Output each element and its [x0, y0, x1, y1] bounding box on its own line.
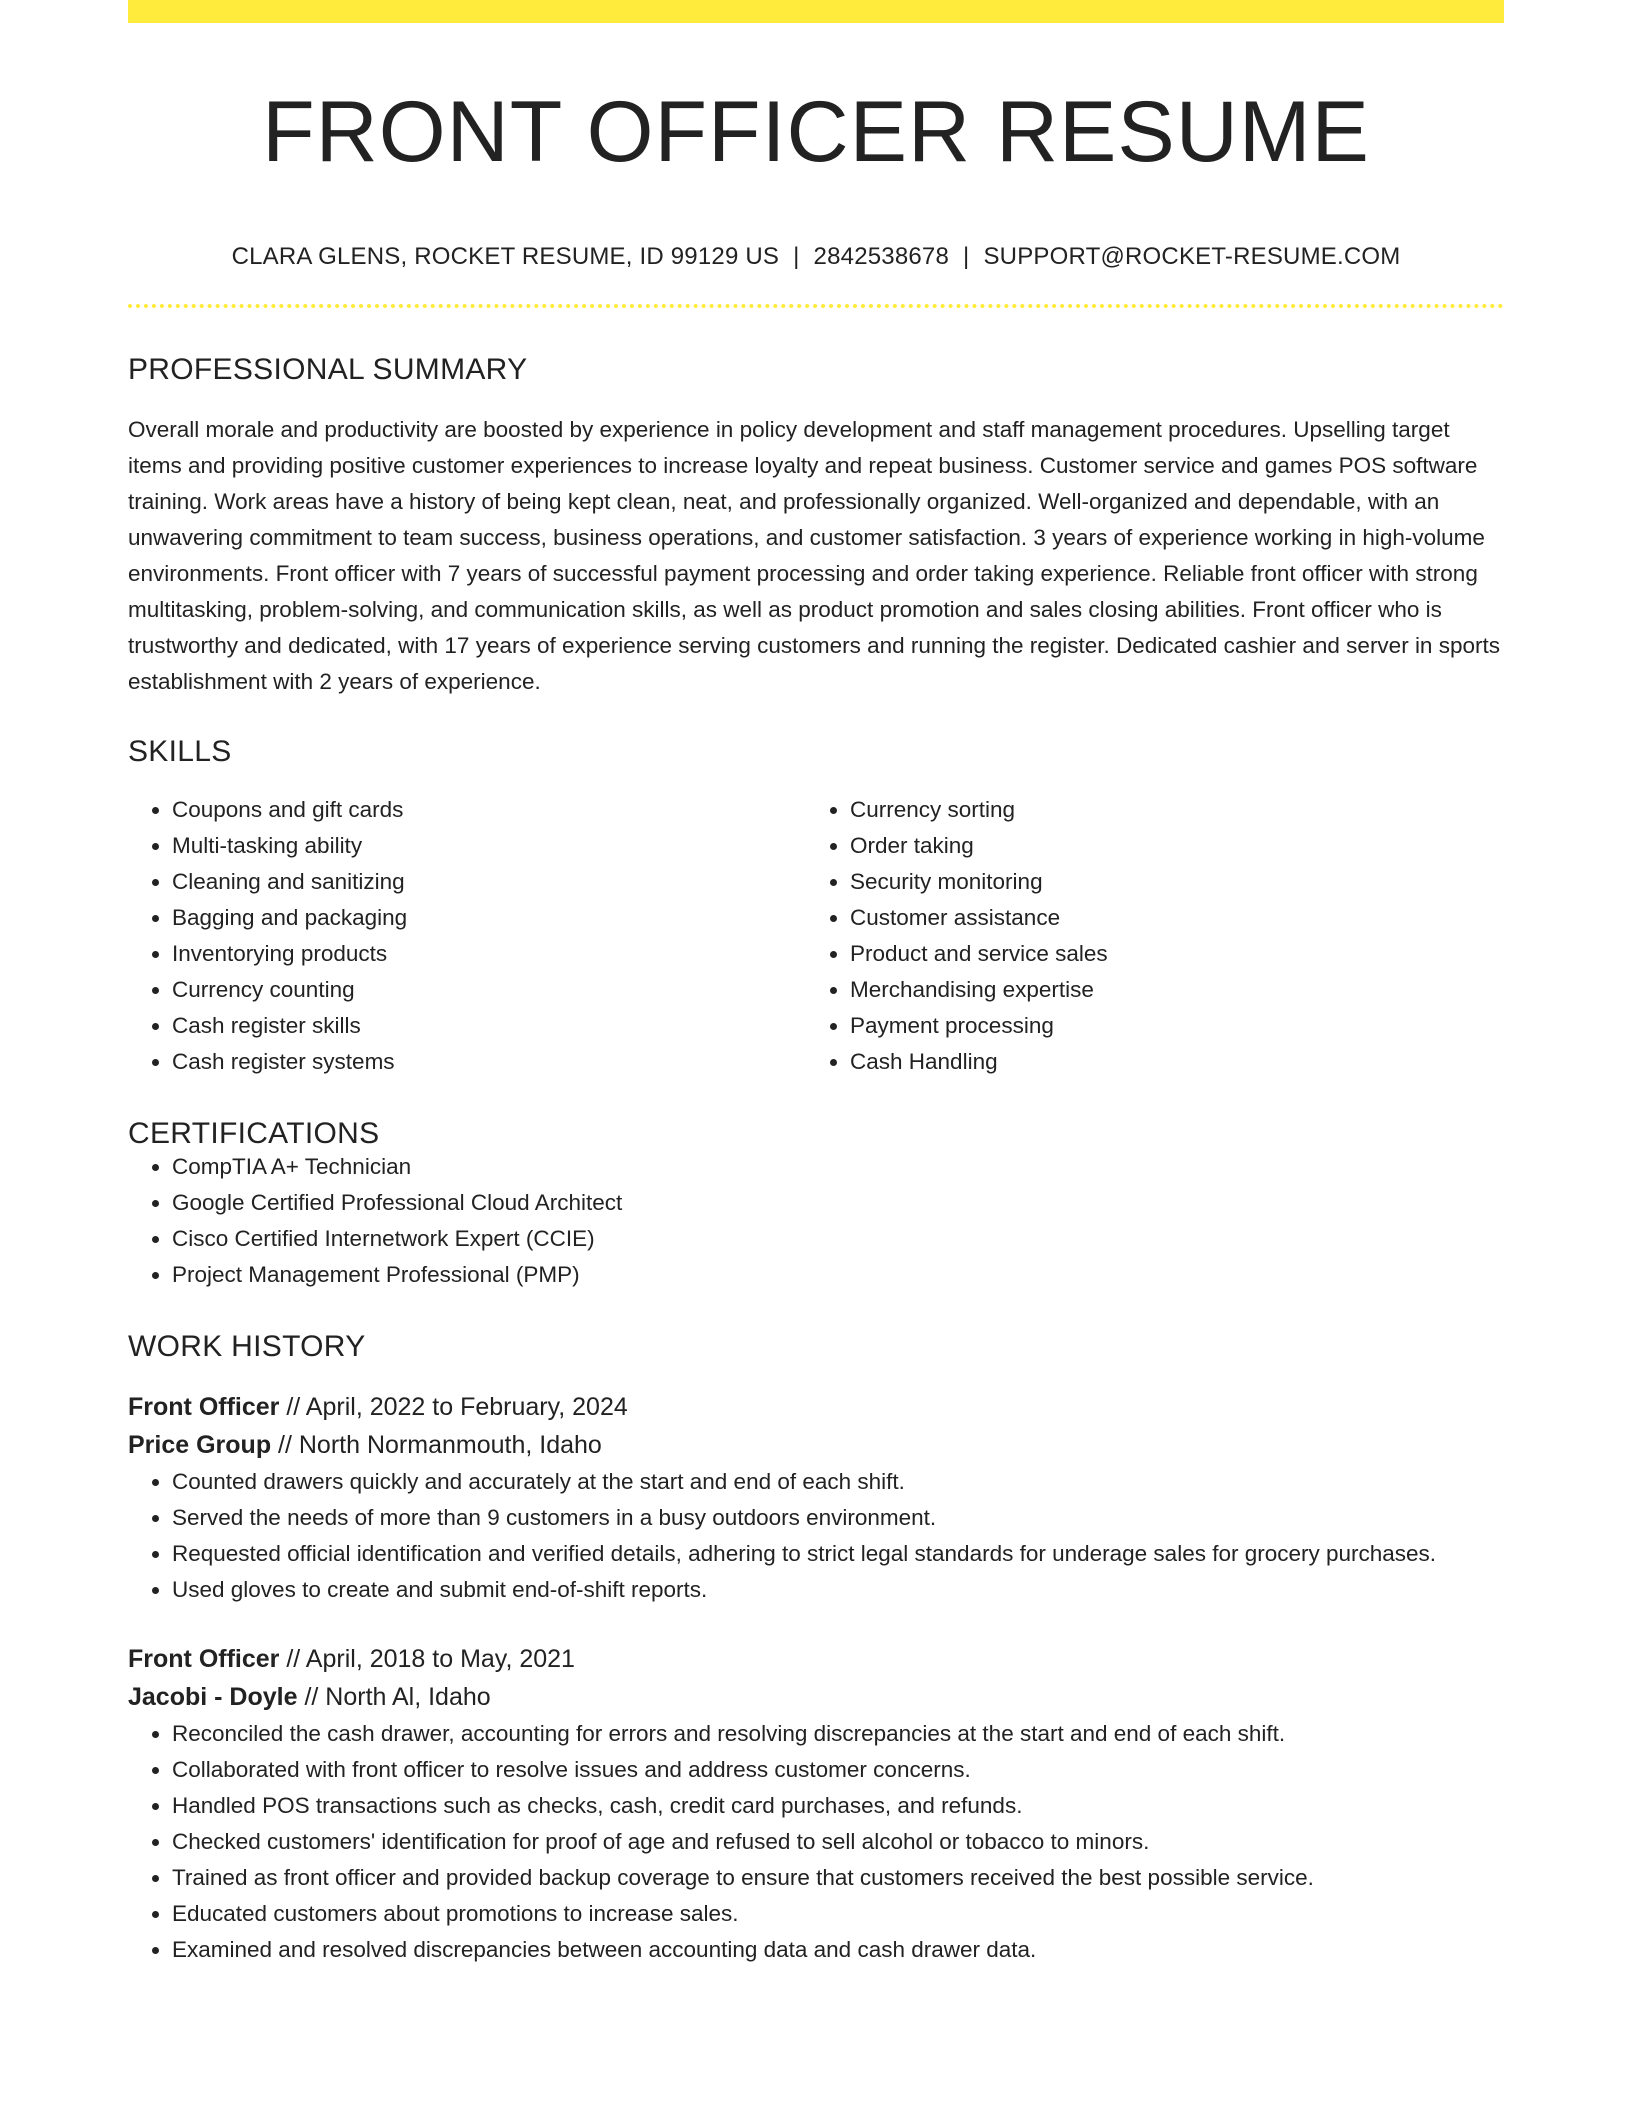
contact-phone: 2842538678	[813, 243, 950, 270]
job-bullet: • Used gloves to create and submit end-of-shift reports.	[172, 1572, 1504, 1608]
job-role: Front Officer	[128, 1393, 280, 1421]
job-bullet: • Checked customers' identification for proof of age and refused to sell alcohol or tobacco to minors.	[172, 1824, 1504, 1860]
job-bullet: • Served the needs of more than 9 customers in a busy outdoors environment.	[172, 1500, 1504, 1536]
skills-list-right	[806, 792, 1484, 1080]
job-entry	[128, 1640, 1504, 1968]
skill-item: • Product and service sales	[850, 936, 1484, 972]
summary-heading: PROFESSIONAL SUMMARY	[128, 353, 528, 386]
skill-item: • Cleaning and sanitizing	[172, 864, 806, 900]
certification-item: • Google Certified Professional Cloud Architect	[172, 1185, 1504, 1221]
job-bullet: • Handled POS transactions such as checks, cash, credit card purchases, and refunds.	[172, 1788, 1504, 1824]
skill-item: • Security monitoring	[850, 864, 1484, 900]
job-location: // North Normanmouth, Idaho	[271, 1431, 602, 1459]
skill-item: • Cash register systems	[172, 1044, 806, 1080]
job-role: Front Officer	[128, 1645, 280, 1673]
job-company-line	[128, 1426, 1504, 1464]
certifications-list	[128, 1149, 1504, 1293]
dotted-divider	[128, 304, 1504, 308]
job-bullet: • Reconciled the cash drawer, accounting for errors and resolving discrepancies at the start and end of each shift.	[172, 1716, 1504, 1752]
skill-item: • Currency sorting	[850, 792, 1484, 828]
job-role-line	[128, 1388, 1504, 1426]
summary-text: Overall morale and productivity are boosted by experience in policy development and staff management procedures. Upselling target items and providing positive customer experiences to increase loyalty and repeat business. Customer service and games POS software training. Work areas have a history of being kept clean, neat, and professionally organized. Well-organized and dependable, with an unwavering commitment to team success, business operations, and customer satisfaction. 3 years of experience working in high-volume environments. Front officer with 7 years of successful payment processing and order taking experience. Reliable front officer with strong multitasking, problem-solving, and communication skills, as well as product promotion and sales closing abilities. Front officer who is trustworthy and dedicated, with 17 years of experience serving customers and running the register. Dedicated cashier and server in sports establishment with 2 years of experience.	[128, 417, 1500, 694]
contact-address: CLARA GLENS, ROCKET RESUME, ID 99129 US	[231, 243, 780, 270]
contact-separator: |	[793, 243, 800, 270]
contact-line	[128, 243, 1504, 271]
skill-item: • Cash Handling	[850, 1044, 1484, 1080]
work-history-heading: WORK HISTORY	[128, 1330, 366, 1363]
job-role-line	[128, 1640, 1504, 1678]
job-bullet: • Counted drawers quickly and accurately at the start and end of each shift.	[172, 1464, 1504, 1500]
page-title: FRONT OFFICER RESUME	[262, 84, 1370, 180]
contact-email: SUPPORT@ROCKET-RESUME.COM	[983, 243, 1401, 270]
skills-heading: SKILLS	[128, 735, 232, 768]
job-entry	[128, 1388, 1504, 1608]
skills-grid	[128, 792, 1504, 1080]
skill-item: • Cash register skills	[172, 1008, 806, 1044]
job-bullets	[128, 1716, 1504, 1968]
certification-item: • Project Management Professional (PMP)	[172, 1257, 1504, 1293]
job-bullet: • Examined and resolved discrepancies between accounting data and cash drawer data.	[172, 1932, 1504, 1968]
skills-list-left	[128, 792, 806, 1080]
skill-item: • Payment processing	[850, 1008, 1484, 1044]
job-dates: // April, 2022 to February, 2024	[279, 1393, 628, 1421]
job-bullet: • Collaborated with front officer to resolve issues and address customer concerns.	[172, 1752, 1504, 1788]
job-company: Price Group	[128, 1431, 272, 1459]
top-accent-bar	[128, 0, 1504, 23]
skill-item: • Bagging and packaging	[172, 900, 806, 936]
job-company: Jacobi - Doyle	[128, 1683, 298, 1711]
skill-item: • Merchandising expertise	[850, 972, 1484, 1008]
skill-item: • Inventorying products	[172, 936, 806, 972]
job-bullet: • Trained as front officer and provided backup coverage to ensure that customers received the best possible service.	[172, 1860, 1504, 1896]
job-bullet: • Educated customers about promotions to increase sales.	[172, 1896, 1504, 1932]
job-company-line	[128, 1678, 1504, 1716]
skills-column-right	[806, 792, 1484, 1080]
job-location: // North Al, Idaho	[297, 1683, 491, 1711]
skill-item: • Currency counting	[172, 972, 806, 1008]
job-bullet: • Requested official identification and verified details, adhering to strict legal standards for underage sales for grocery purchases.	[172, 1536, 1504, 1572]
skill-item: • Multi-tasking ability	[172, 828, 806, 864]
skill-item: • Customer assistance	[850, 900, 1484, 936]
contact-separator: |	[963, 243, 970, 270]
certifications-heading: CERTIFICATIONS	[128, 1117, 380, 1150]
skill-item: • Order taking	[850, 828, 1484, 864]
job-bullets	[128, 1464, 1504, 1608]
skill-item: • Coupons and gift cards	[172, 792, 806, 828]
certification-item: • Cisco Certified Internetwork Expert (CCIE)	[172, 1221, 1504, 1257]
certification-item: • CompTIA A+ Technician	[172, 1149, 1504, 1185]
job-dates: // April, 2018 to May, 2021	[279, 1645, 575, 1673]
resume-page	[128, 0, 1504, 1968]
skills-column-left	[128, 792, 806, 1080]
